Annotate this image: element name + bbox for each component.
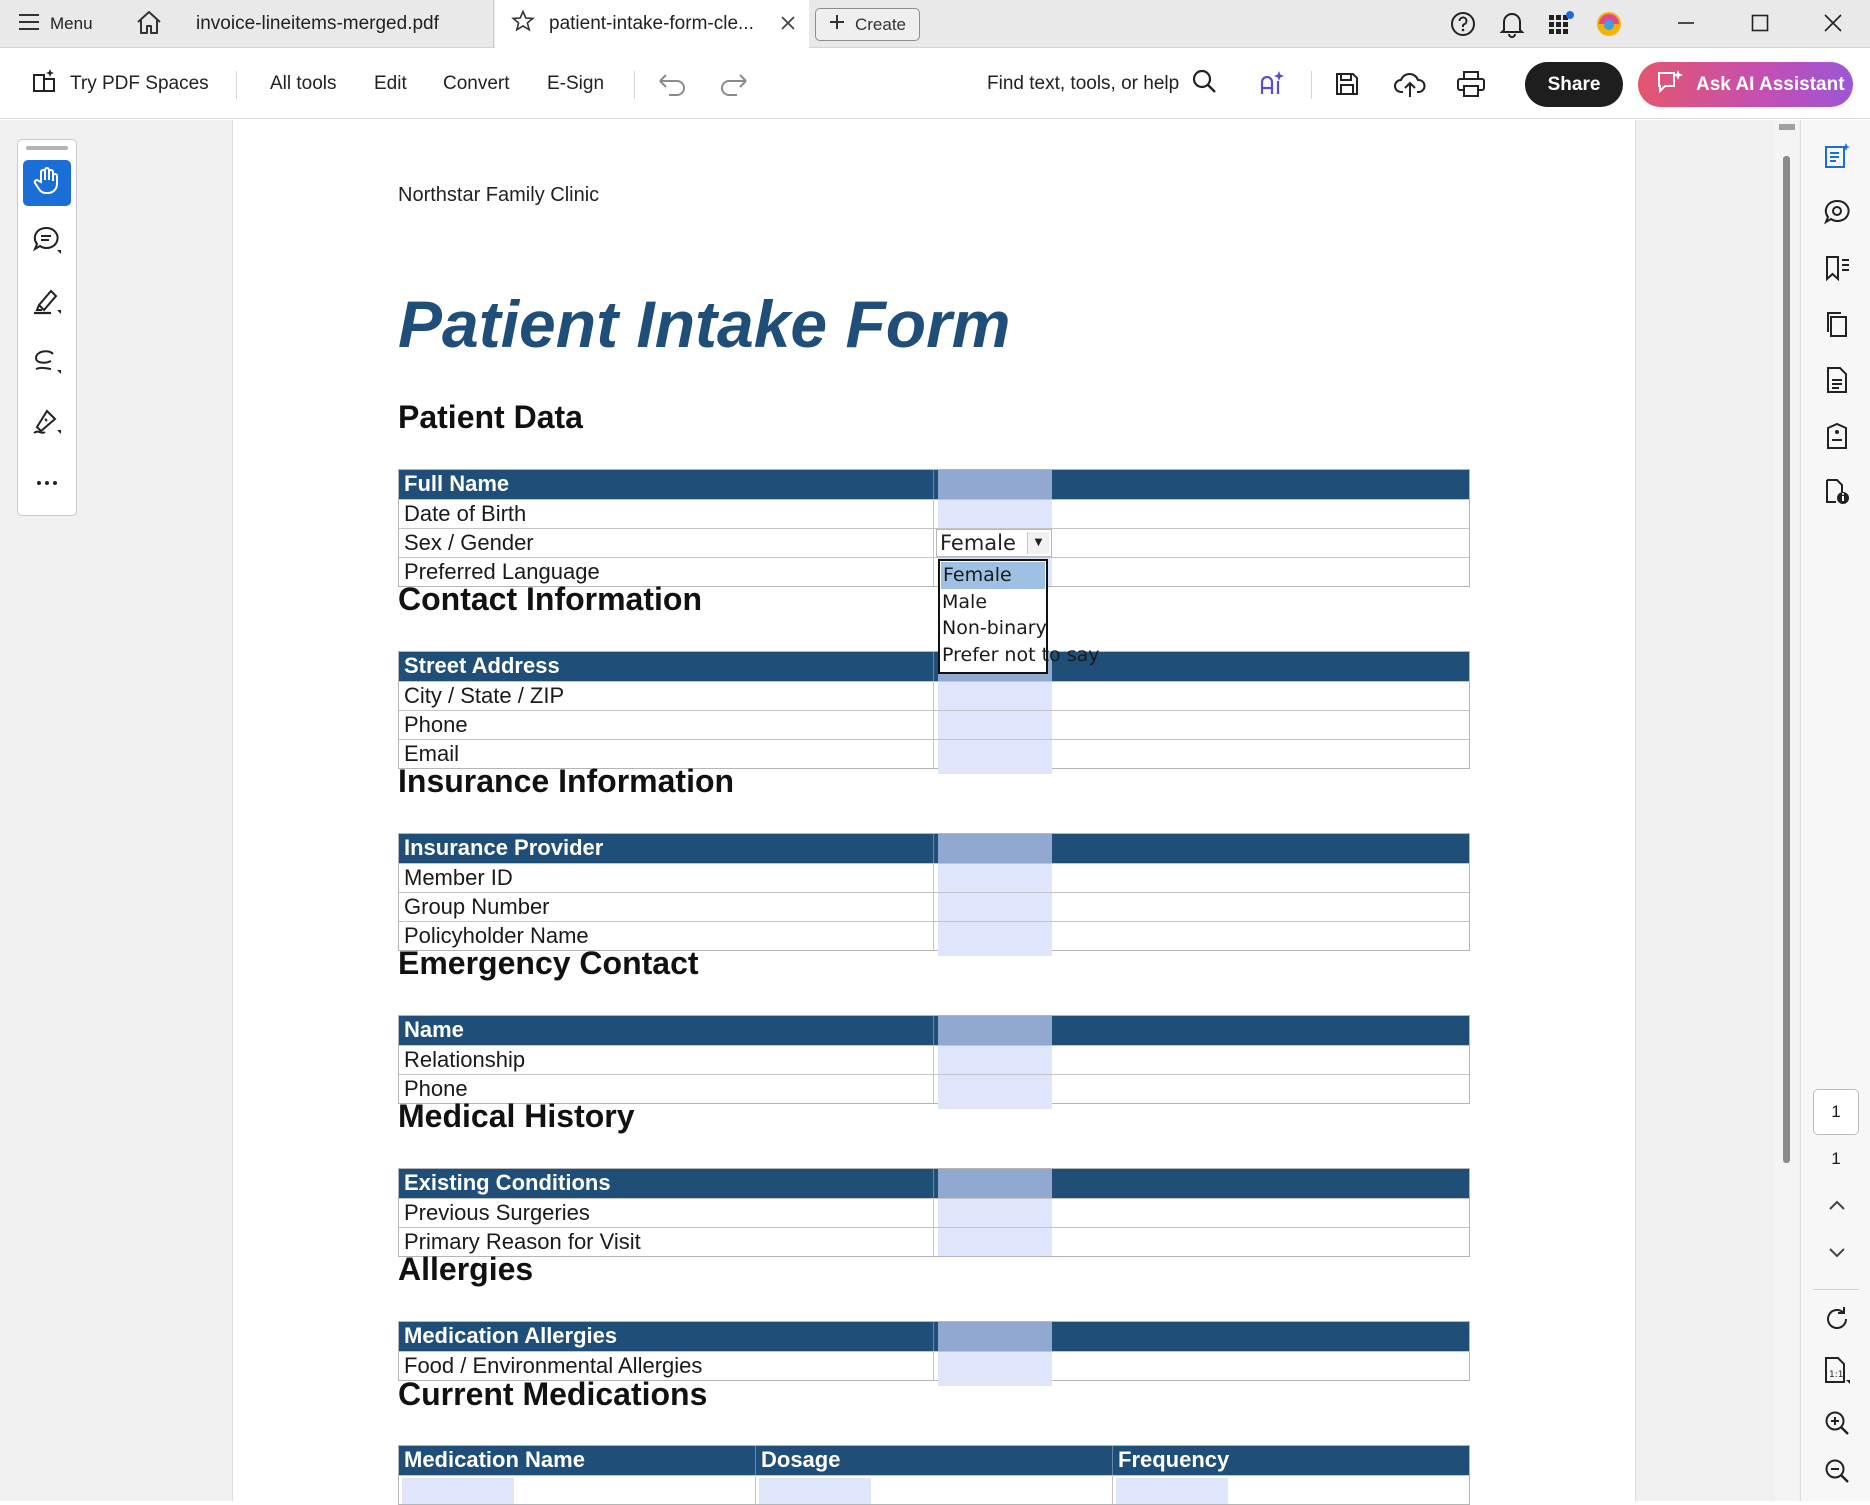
row-label: Street Address [399,652,934,681]
all-tools-button[interactable]: All tools [270,73,337,94]
more-icon [35,474,59,492]
close-tab-icon[interactable] [779,14,797,38]
table-row [399,1169,1469,1198]
ai-tools-icon[interactable] [1257,49,1287,119]
section-heading: Allergies [398,1251,534,1287]
pen-sign-icon [31,405,63,442]
divider [236,71,237,99]
column-header: Dosage [756,1446,1113,1475]
edit-button[interactable]: Edit [374,73,407,94]
gender-select[interactable] [936,529,1052,557]
draw-tool-button[interactable] [23,340,71,386]
email-field[interactable] [938,740,1052,774]
row-label: Date of Birth [399,500,934,528]
table-row [399,1016,1469,1045]
menu-button[interactable] [18,10,93,38]
ai-summary-icon[interactable] [1821,140,1853,172]
esign-button[interactable]: E-Sign [547,73,605,94]
highlighter-icon [31,285,63,322]
row-label: Food / Environmental Allergies [399,1352,934,1380]
document-properties-icon[interactable] [1821,476,1853,508]
table-cell [399,1476,756,1504]
dropdown-option[interactable]: Male [942,590,988,613]
share-button[interactable]: Share [1525,62,1623,107]
help-icon[interactable] [1448,10,1478,38]
existing-conditions-field[interactable] [938,1169,1052,1198]
main-toolbar [0,49,1870,119]
column-header: Frequency [1118,1447,1230,1472]
row-label: Email [399,740,934,768]
medication-allergies-field[interactable] [938,1322,1052,1351]
previous-surgeries-field[interactable] [938,1199,1052,1227]
tab-invoice[interactable] [178,0,494,48]
table-row [399,1045,1469,1074]
row-label: Phone [399,1075,934,1103]
maximize-icon[interactable] [1740,8,1780,38]
row-label: Preferred Language [399,558,934,586]
chevron-down-icon[interactable]: ▼ [1027,532,1049,554]
section-heading: Insurance Information [398,763,735,799]
pdf-page [232,120,1636,1501]
refresh-icon[interactable] [1821,1303,1853,1335]
attachments-icon[interactable] [1821,420,1853,452]
row-label: Existing Conditions [399,1169,934,1198]
reason-for-visit-field[interactable] [938,1228,1052,1256]
row-label: Policyholder Name [399,922,934,950]
bell-icon[interactable] [1497,10,1527,38]
undo-icon[interactable] [657,49,687,119]
hamburger-icon [18,13,40,36]
row-label: Full Name [399,470,934,499]
zoom-in-icon[interactable] [1821,1407,1853,1439]
group-number-field[interactable] [938,893,1052,921]
relationship-field[interactable] [938,1046,1052,1074]
emergency-name-field[interactable] [938,1016,1052,1045]
table-row [399,499,1469,528]
row-label: Previous Surgeries [399,1199,934,1227]
emergency-phone-field[interactable] [938,1075,1052,1109]
row-label: Sex / Gender [399,529,934,557]
freehand-icon [31,345,63,382]
frequency-field[interactable] [1116,1478,1228,1504]
ai-assistant-icon [1656,68,1684,102]
chevron-up-icon[interactable] [1821,1189,1853,1221]
full-name-field[interactable] [938,470,1052,499]
comment-icon [31,225,63,262]
home-icon [135,9,163,40]
member-id-field[interactable] [938,864,1052,892]
gender-dropdown-list [938,559,1100,674]
spaces-icon [30,67,58,101]
environmental-allergies-field[interactable] [938,1352,1052,1386]
panel-grip[interactable] [26,146,68,150]
row-label: Primary Reason for Visit [399,1228,934,1256]
table-row [399,681,1469,710]
menu-label: Menu [50,14,93,33]
spaces-label: Try PDF Spaces [70,73,209,94]
save-icon[interactable] [1334,49,1360,119]
tab-label: invoice-lineitems-merged.pdf [196,13,439,34]
total-pages: 1 [1831,1149,1841,1168]
table-row [399,1227,1469,1256]
dosage-field[interactable] [759,1478,871,1504]
plus-icon [829,14,845,35]
section-heading: Patient Data [398,399,583,435]
convert-button[interactable]: Convert [443,73,510,94]
table-row [399,1475,1469,1504]
bookmark-icon[interactable] [1821,252,1853,284]
form-title: Patient Intake Form [398,287,1011,361]
table-row [399,834,1469,863]
right-rail [1800,120,1870,1501]
document-icon[interactable] [1821,364,1853,396]
city-state-zip-field[interactable] [938,682,1052,710]
column-header: Medication Name [399,1446,756,1475]
table-row [399,652,1469,681]
tab-label: patient-intake-form-cle... [549,13,754,34]
quick-tools-panel [17,139,77,516]
date-of-birth-field[interactable] [938,500,1052,528]
row-label: Phone [399,711,934,739]
table-row [399,710,1469,739]
table-cell [1113,1476,1469,1504]
row-label: Insurance Provider [399,834,934,863]
find-label: Find text, tools, or help [987,73,1180,94]
dropdown-option[interactable]: Non-binary [942,617,1047,639]
current-page-input[interactable]: 1 [1813,1089,1859,1135]
pages-thumbnails-icon[interactable] [1821,308,1853,340]
tab-bar [0,0,1870,48]
hand-tool-button[interactable] [23,160,71,206]
insurance-provider-field[interactable] [938,834,1052,863]
table-row [399,863,1469,892]
actual-size-icon[interactable] [1821,1355,1853,1387]
section-heading: Contact Information [398,581,702,617]
create-button[interactable] [815,8,920,41]
table-row [399,892,1469,921]
table-row [399,528,1469,557]
row-label: Group Number [399,893,934,921]
print-icon[interactable] [1456,49,1486,119]
tab-patient-intake[interactable] [495,0,809,48]
dropdown-option[interactable]: Prefer not to say [942,643,1100,666]
more-tools-button[interactable] [23,460,71,506]
section-heading: Emergency Contact [398,945,699,981]
row-label: Name [399,1016,934,1045]
section-heading: Medical History [398,1098,635,1134]
divider [634,71,635,99]
search-icon [1191,68,1217,100]
patient-data-table [398,469,1470,587]
redo-icon[interactable] [719,49,749,119]
find-button[interactable] [987,49,1217,119]
section-heading: Current Medications [398,1376,708,1412]
table-row [399,470,1469,499]
star-icon[interactable] [511,9,535,39]
scroll-up-arrow[interactable] [1779,124,1795,130]
scroll-thumb[interactable] [1783,156,1790,1163]
table-cell [756,1476,1113,1504]
home-button[interactable] [133,10,165,38]
upload-cloud-icon[interactable] [1394,49,1426,119]
table-header-row [399,1446,1469,1475]
vertical-scrollbar[interactable] [1775,120,1799,1501]
comments-panel-icon[interactable] [1821,196,1853,228]
contact-info-table [398,651,1470,769]
medication-name-field[interactable] [402,1478,514,1504]
avatar[interactable] [1594,10,1624,38]
insurance-table [398,833,1470,951]
close-window-icon[interactable] [1813,8,1853,38]
ai-assistant-label: Ask AI Assistant [1696,73,1845,95]
table-row [399,1322,1469,1351]
chevron-down-icon[interactable] [1821,1237,1853,1269]
row-label: Member ID [399,864,934,892]
gender-selected-value: Female [940,531,1016,555]
row-label: City / State / ZIP [399,682,934,710]
clinic-name: Northstar Family Clinic [398,184,600,206]
row-label: Medication Allergies [399,1322,934,1351]
medical-history-table [398,1168,1470,1257]
dropdown-option[interactable]: Female [941,562,1045,589]
ask-ai-assistant-button[interactable] [1638,62,1853,107]
comment-tool-button[interactable] [23,220,71,266]
minimize-icon[interactable] [1666,8,1706,38]
allergies-table [398,1321,1470,1381]
zoom-out-icon[interactable] [1821,1455,1853,1487]
try-pdf-spaces-button[interactable] [30,49,209,119]
row-label: Relationship [399,1046,934,1074]
workspace [0,120,1870,1501]
create-label: Create [854,14,907,34]
emergency-contact-table [398,1015,1470,1104]
hand-icon [32,166,62,201]
apps-grid-icon[interactable] [1546,10,1576,38]
policyholder-name-field[interactable] [938,922,1052,956]
divider [1813,1289,1859,1290]
table-row [399,1198,1469,1227]
svg-text:1:1: 1:1 [1829,1370,1844,1380]
highlight-tool-button[interactable] [23,280,71,326]
current-medications-table [398,1445,1470,1505]
divider [1311,71,1312,99]
phone-field[interactable] [938,711,1052,739]
sign-tool-button[interactable] [23,400,71,446]
